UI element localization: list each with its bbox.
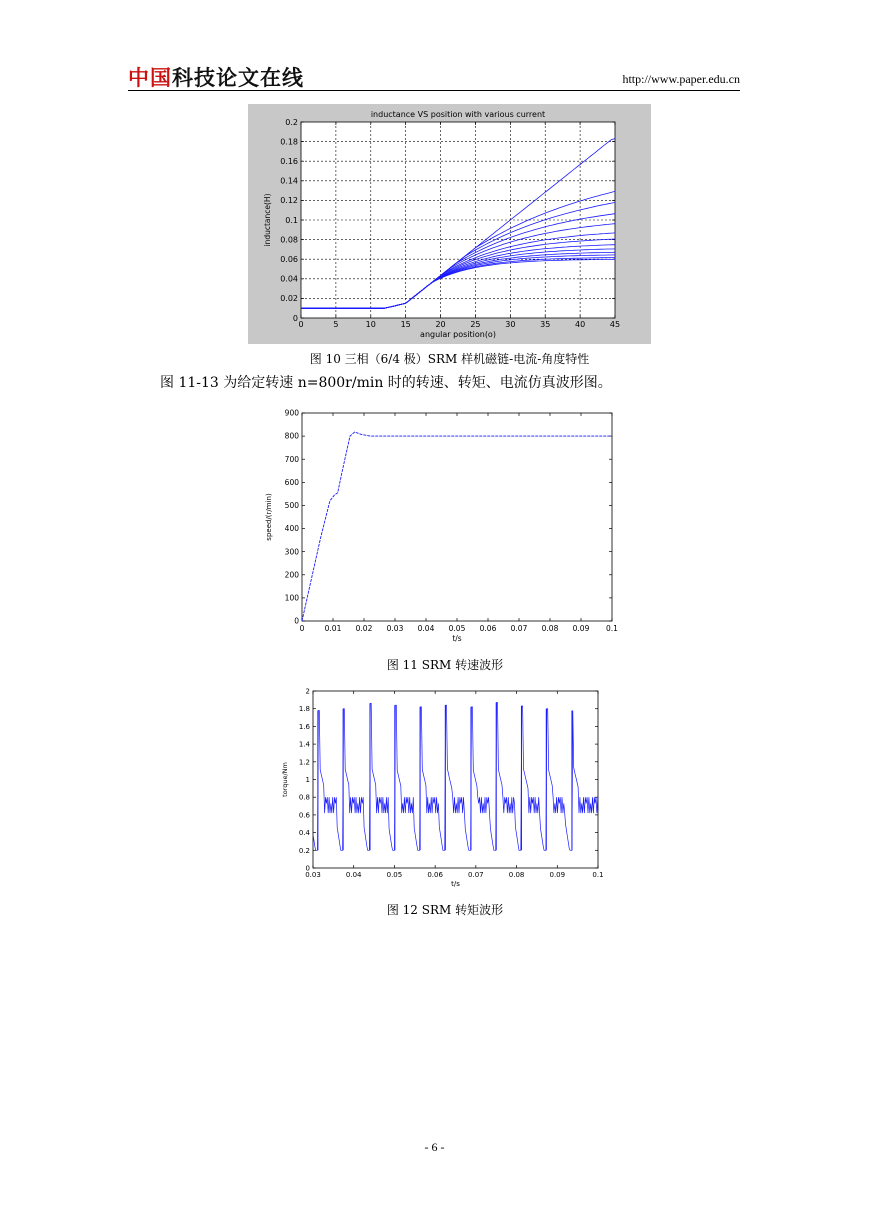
- y-tick-label: 0.04: [280, 274, 298, 284]
- chart-title: inductance VS position with various current: [370, 110, 546, 119]
- x-tick-label: 0.04: [417, 624, 435, 633]
- y-tick-label: 0.14: [280, 176, 298, 186]
- y-tick-label: 200: [284, 570, 299, 580]
- header-url[interactable]: http://www.paper.edu.cn: [622, 72, 740, 86]
- y-tick-label: 300: [284, 547, 299, 557]
- x-tick-label: 0.08: [508, 871, 525, 879]
- figure-11-caption: 图 11 SRM 转速波形: [386, 658, 504, 672]
- page-header: [128, 60, 740, 91]
- y-tick-label: 0.02: [280, 294, 298, 304]
- y-tick-label: 0.12: [280, 196, 298, 206]
- x-tick-label: 0.01: [324, 624, 342, 633]
- x-tick-label: 10: [365, 320, 376, 329]
- y-tick-label: 2: [305, 687, 310, 696]
- figure-10-caption: 图 10 三相（6/4 极）SRM 样机磁链-电流-角度特性: [309, 352, 590, 366]
- y-tick-label: 1.8: [298, 705, 310, 714]
- plot-area: [313, 691, 598, 868]
- torque-chart: [275, 683, 615, 893]
- y-tick-label: 0.18: [280, 137, 298, 147]
- figure-10: [248, 104, 651, 344]
- x-tick-label: 0.06: [479, 624, 497, 633]
- y-axis-label: speed/(r/min): [265, 493, 273, 541]
- figure-11: [260, 405, 630, 645]
- x-tick-label: 0.06: [427, 871, 443, 879]
- y-tick-label: 0.6: [298, 811, 310, 820]
- y-tick-label: 1: [305, 775, 310, 784]
- y-tick-label: 600: [284, 477, 299, 487]
- x-tick-label: 0.08: [541, 624, 559, 633]
- x-axis-label: t/s: [452, 634, 462, 643]
- y-tick-label: 0.1: [285, 215, 298, 225]
- y-tick-label: 0.2: [298, 846, 310, 855]
- x-tick-label: 30: [505, 320, 516, 329]
- x-tick-label: 15: [400, 320, 411, 329]
- page-number: - 6 -: [424, 1140, 445, 1154]
- site-logo: [128, 62, 304, 92]
- x-tick-label: 0.1: [606, 624, 618, 633]
- figure-12-caption: 图 12 SRM 转矩波形: [386, 903, 504, 917]
- x-tick-label: 0: [299, 624, 305, 633]
- x-tick-label: 25: [470, 320, 481, 329]
- body-paragraph: 图 11-13 为给定转速 n=800r/min 时的转速、转矩、电流仿真波形图。: [160, 375, 612, 391]
- y-tick-label: 700: [284, 454, 299, 464]
- x-tick-label: 0.05: [386, 871, 403, 879]
- x-tick-label: 0: [298, 320, 304, 329]
- y-tick-label: 0: [292, 313, 298, 323]
- speed-chart: [260, 405, 630, 645]
- y-tick-label: 0.08: [280, 235, 298, 245]
- y-tick-label: 0.16: [280, 157, 298, 166]
- y-tick-label: 1.6: [298, 722, 310, 731]
- x-tick-label: 0.07: [510, 624, 528, 633]
- y-tick-label: 800: [284, 431, 299, 441]
- y-tick-label: 1.2: [298, 758, 310, 767]
- y-tick-label: 0.06: [280, 255, 298, 264]
- x-tick-label: 0.09: [549, 871, 566, 879]
- y-axis-label: torque/Nm: [281, 762, 289, 797]
- x-tick-label: 0.04: [345, 871, 362, 879]
- logo-black-text: 科技论文在线: [172, 66, 304, 90]
- y-tick-label: 1.4: [298, 740, 310, 749]
- y-tick-label: 400: [284, 524, 299, 534]
- y-axis-label: inductance(H): [263, 193, 272, 247]
- x-tick-label: 40: [575, 320, 586, 329]
- x-tick-label: 0.03: [305, 871, 321, 879]
- x-tick-label: 0.07: [468, 871, 484, 879]
- logo-red-text: 中国: [128, 66, 172, 90]
- x-tick-label: 0.05: [448, 624, 466, 633]
- x-tick-label: 5: [333, 320, 339, 329]
- y-tick-label: 0: [305, 864, 310, 873]
- y-tick-label: 0.2: [285, 117, 298, 127]
- y-tick-label: 500: [284, 501, 299, 511]
- x-tick-label: 35: [540, 320, 551, 329]
- y-tick-label: 900: [284, 408, 299, 418]
- figure-12: [275, 683, 615, 893]
- x-tick-label: 45: [609, 320, 621, 329]
- x-tick-label: 0.09: [572, 624, 590, 633]
- x-tick-label: 0.03: [386, 624, 404, 633]
- y-tick-label: 0.4: [298, 829, 310, 838]
- inductance-chart: [248, 104, 651, 344]
- x-axis-label: angular position(o): [420, 330, 496, 339]
- x-tick-label: 20: [435, 320, 446, 329]
- y-tick-label: 0: [294, 616, 299, 626]
- y-tick-label: 0.8: [298, 793, 310, 802]
- x-tick-label: 0.02: [355, 624, 373, 633]
- y-tick-label: 100: [284, 593, 299, 603]
- x-tick-label: 0.1: [592, 871, 604, 879]
- x-axis-label: t/s: [451, 880, 460, 888]
